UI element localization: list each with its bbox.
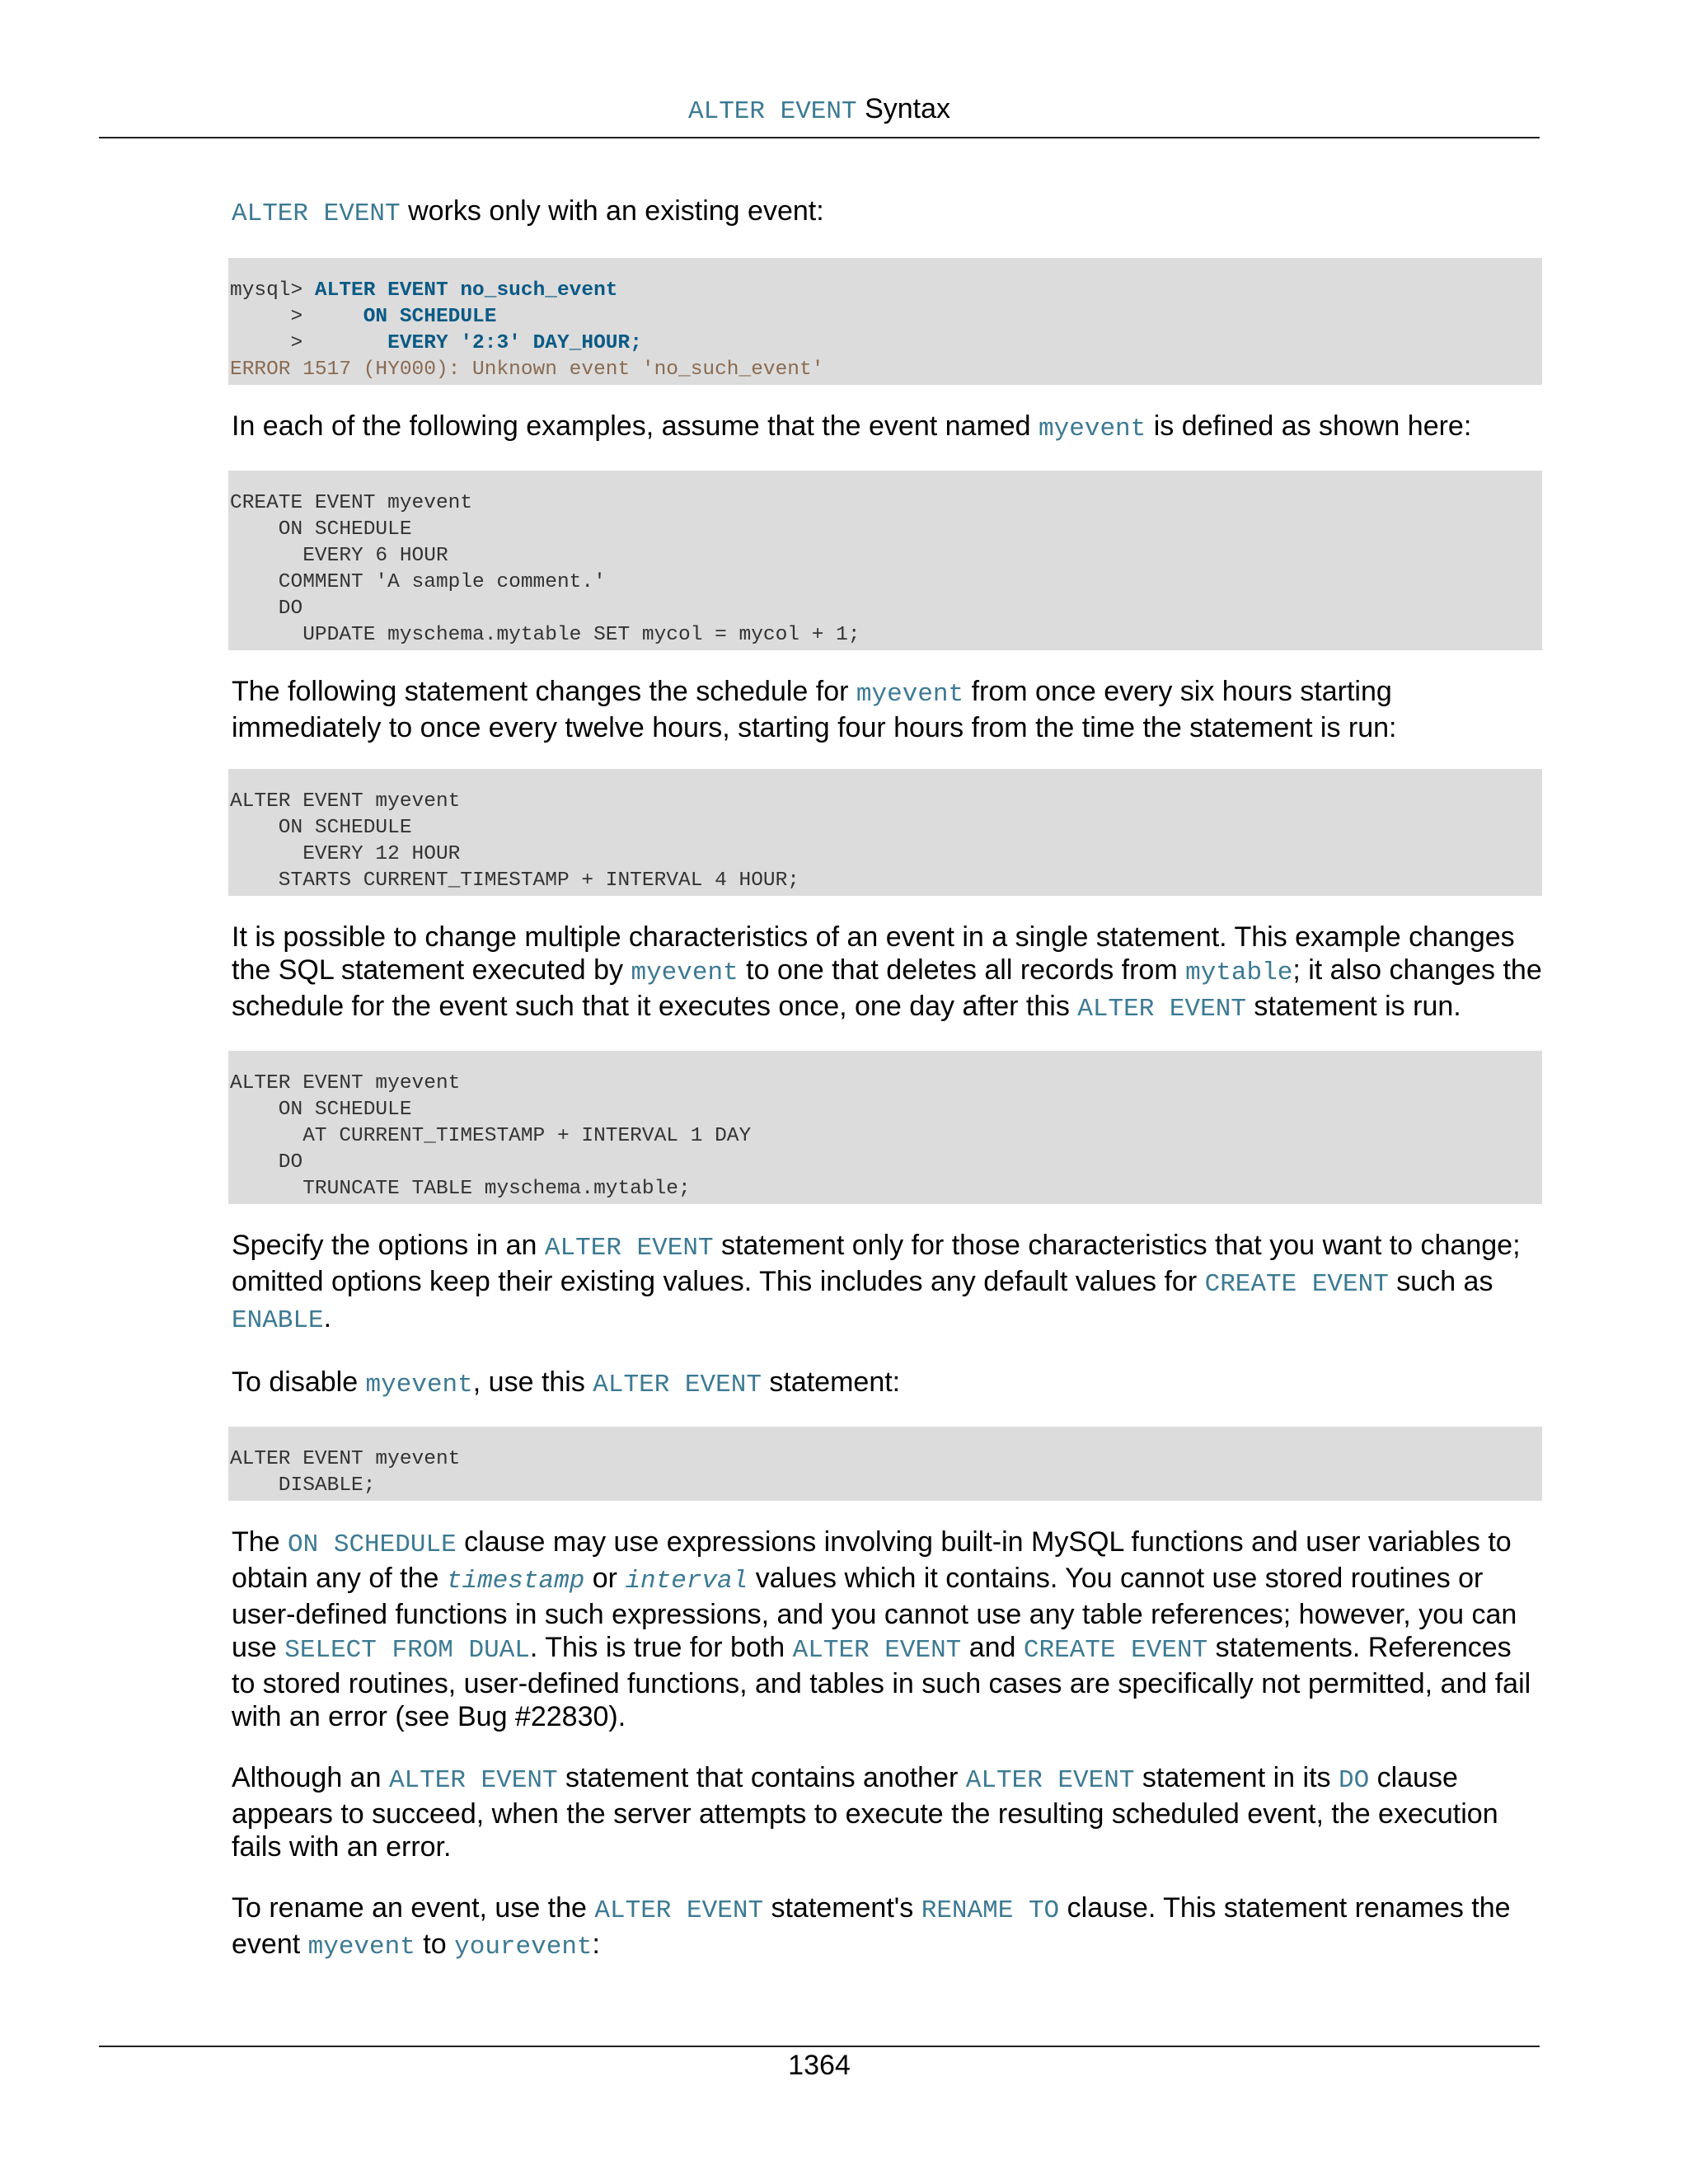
error-line: ERROR 1517 (HY000): Unknown event 'no_such_event' — [230, 359, 824, 381]
inline-code: mytable — [1185, 958, 1293, 987]
code-line: ON SCHEDULE — [230, 518, 412, 541]
text: and — [961, 1632, 1024, 1663]
code-line: ON SCHEDULE — [230, 817, 412, 839]
text: Specify the options in an — [232, 1230, 545, 1261]
paragraph-8 — [232, 1761, 1542, 1863]
text: Although an — [232, 1762, 389, 1793]
inline-code: CREATE EVENT — [1204, 1270, 1389, 1299]
prompt: > — [230, 306, 363, 328]
text: or — [584, 1563, 626, 1594]
code-line: DISABLE; — [230, 1474, 376, 1497]
inline-code: ALTER EVENT — [388, 1766, 558, 1795]
text: such as — [1388, 1266, 1493, 1297]
paragraph-9 — [232, 1891, 1542, 1964]
inline-code: ALTER EVENT — [792, 1636, 962, 1665]
inline-code: myevent — [631, 958, 738, 987]
inline-code: ALTER EVENT — [965, 1766, 1135, 1795]
text: statement that contains another — [557, 1762, 966, 1793]
code-line: ON SCHEDULE — [230, 1099, 412, 1121]
code-line: AT CURRENT_TIMESTAMP + INTERVAL 1 DAY — [230, 1125, 752, 1147]
code-line: ALTER EVENT myevent — [230, 1072, 461, 1094]
inline-code: ALTER EVENT — [594, 1896, 764, 1925]
inline-code: ON SCHEDULE — [288, 1530, 457, 1559]
code-block-5 — [228, 1427, 1542, 1501]
text: to — [415, 1929, 455, 1960]
code-line: EVERY 12 HOUR — [230, 843, 461, 865]
prompt: > — [230, 332, 388, 354]
header-text: Syntax — [856, 93, 951, 124]
inline-code: DO — [1338, 1766, 1370, 1795]
code-line: TRUNCATE TABLE myschema.mytable; — [230, 1178, 691, 1200]
code-line: UPDATE myschema.mytable SET mycol = mycol + 1; — [230, 624, 860, 646]
code-line: STARTS CURRENT_TIMESTAMP + INTERVAL 4 HOUR; — [230, 869, 800, 892]
text: The — [232, 1526, 288, 1558]
code-block-2 — [228, 471, 1542, 650]
paragraph-1 — [232, 194, 1542, 231]
code-line: EVERY 6 HOUR — [230, 545, 448, 567]
paragraph-6 — [232, 1366, 1542, 1402]
inline-code: myevent — [1039, 415, 1146, 443]
inline-code: ENABLE — [232, 1306, 324, 1335]
inline-code: myevent — [307, 1933, 415, 1961]
text: statement in its — [1134, 1762, 1339, 1793]
text: . — [323, 1302, 332, 1333]
prompt: mysql> — [230, 279, 315, 302]
page-header — [99, 92, 1540, 129]
code-line: ALTER EVENT myevent — [230, 790, 461, 813]
inline-code: CREATE EVENT — [1023, 1636, 1208, 1665]
paragraph-7 — [232, 1526, 1542, 1733]
text: The following statement changes the schedule for — [232, 676, 856, 707]
paragraph-4 — [232, 921, 1542, 1026]
inline-code-italic: timestamp — [446, 1567, 585, 1596]
text: statements. References to stored routines, user-defined functions, and tables in such cases are specifically not permitted, and fail with an error (see Bug #22830). — [232, 1632, 1531, 1732]
code-block-1 — [228, 258, 1542, 385]
text: . This is true for both — [529, 1632, 793, 1663]
inline-code: ALTER EVENT — [593, 1371, 762, 1399]
code-line: DO — [230, 598, 303, 620]
text: It is possible to change multiple characteristics of an event in a single statement. This example changes the SQL statement executed by — [232, 921, 1515, 986]
inline-code: ALTER EVENT — [544, 1234, 714, 1263]
code-line — [230, 278, 1542, 304]
inline-code: ALTER EVENT — [232, 199, 401, 228]
text: works only with an existing event: — [400, 195, 824, 227]
inline-code: yourevent — [454, 1933, 593, 1961]
text: To rename an event, use the — [232, 1892, 595, 1924]
code-block-4 — [228, 1051, 1542, 1204]
inline-code: SELECT FROM DUAL — [284, 1636, 530, 1665]
text: clause. This statement renames the event — [232, 1892, 1511, 1960]
code-line — [230, 304, 1542, 330]
text: : — [592, 1929, 600, 1960]
text: to one that deletes all records from — [738, 954, 1186, 986]
code-line: CREATE EVENT myevent — [230, 492, 473, 514]
inline-code: RENAME TO — [921, 1896, 1060, 1925]
code-line — [230, 330, 1542, 357]
paragraph-2 — [232, 410, 1542, 446]
text: statement only for those characteristics that you want to change; omitted options keep their existing values. This includes any default values for — [232, 1230, 1521, 1297]
text: clause appears to succeed, when the server attempts to execute the resulting scheduled event, the execution fails with an error. — [232, 1762, 1498, 1863]
inline-code: ALTER EVENT — [1077, 995, 1246, 1024]
inline-code: myevent — [365, 1371, 473, 1399]
code-line: COMMENT 'A sample comment.' — [230, 571, 606, 593]
text: values which it contains. You cannot use stored routines or user-defined functions in such expressions, and you cannot use any table references; however, you can use — [232, 1563, 1517, 1663]
code-line: ALTER EVENT myevent — [230, 1448, 461, 1470]
text: In each of the following examples, assume that the event named — [232, 410, 1039, 442]
text: from once every six hours starting immediately to once every twelve hours, starting four hours from the time the statement is run: — [232, 676, 1397, 743]
command: EVERY '2:3' DAY_HOUR; — [387, 332, 642, 354]
inline-code-italic: interval — [625, 1567, 748, 1596]
command: ON SCHEDULE — [363, 306, 497, 328]
header-rule — [99, 137, 1540, 138]
text: is defined as shown here: — [1146, 410, 1472, 442]
header-code: ALTER EVENT — [687, 97, 857, 126]
footer-rule — [99, 2046, 1540, 2047]
text: clause may use expressions involving built-in MySQL functions and user variables to obtain any of the — [232, 1526, 1512, 1594]
text: statement: — [761, 1366, 901, 1398]
text: To disable — [232, 1366, 366, 1398]
inline-code: myevent — [856, 680, 964, 709]
command: ALTER EVENT no_such_event — [314, 279, 618, 302]
text: statement is run. — [1245, 991, 1461, 1022]
text: ; it also changes the schedule for the event such that it executes once, one day after this — [232, 954, 1542, 1022]
code-line: DO — [230, 1151, 303, 1174]
text: statement's — [763, 1892, 921, 1924]
page-number: 1364 — [788, 2050, 851, 2081]
paragraph-5 — [232, 1229, 1542, 1338]
paragraph-3 — [232, 675, 1542, 744]
code-block-3 — [228, 769, 1542, 896]
page-content — [232, 194, 1542, 1964]
text: , use this — [472, 1366, 593, 1398]
